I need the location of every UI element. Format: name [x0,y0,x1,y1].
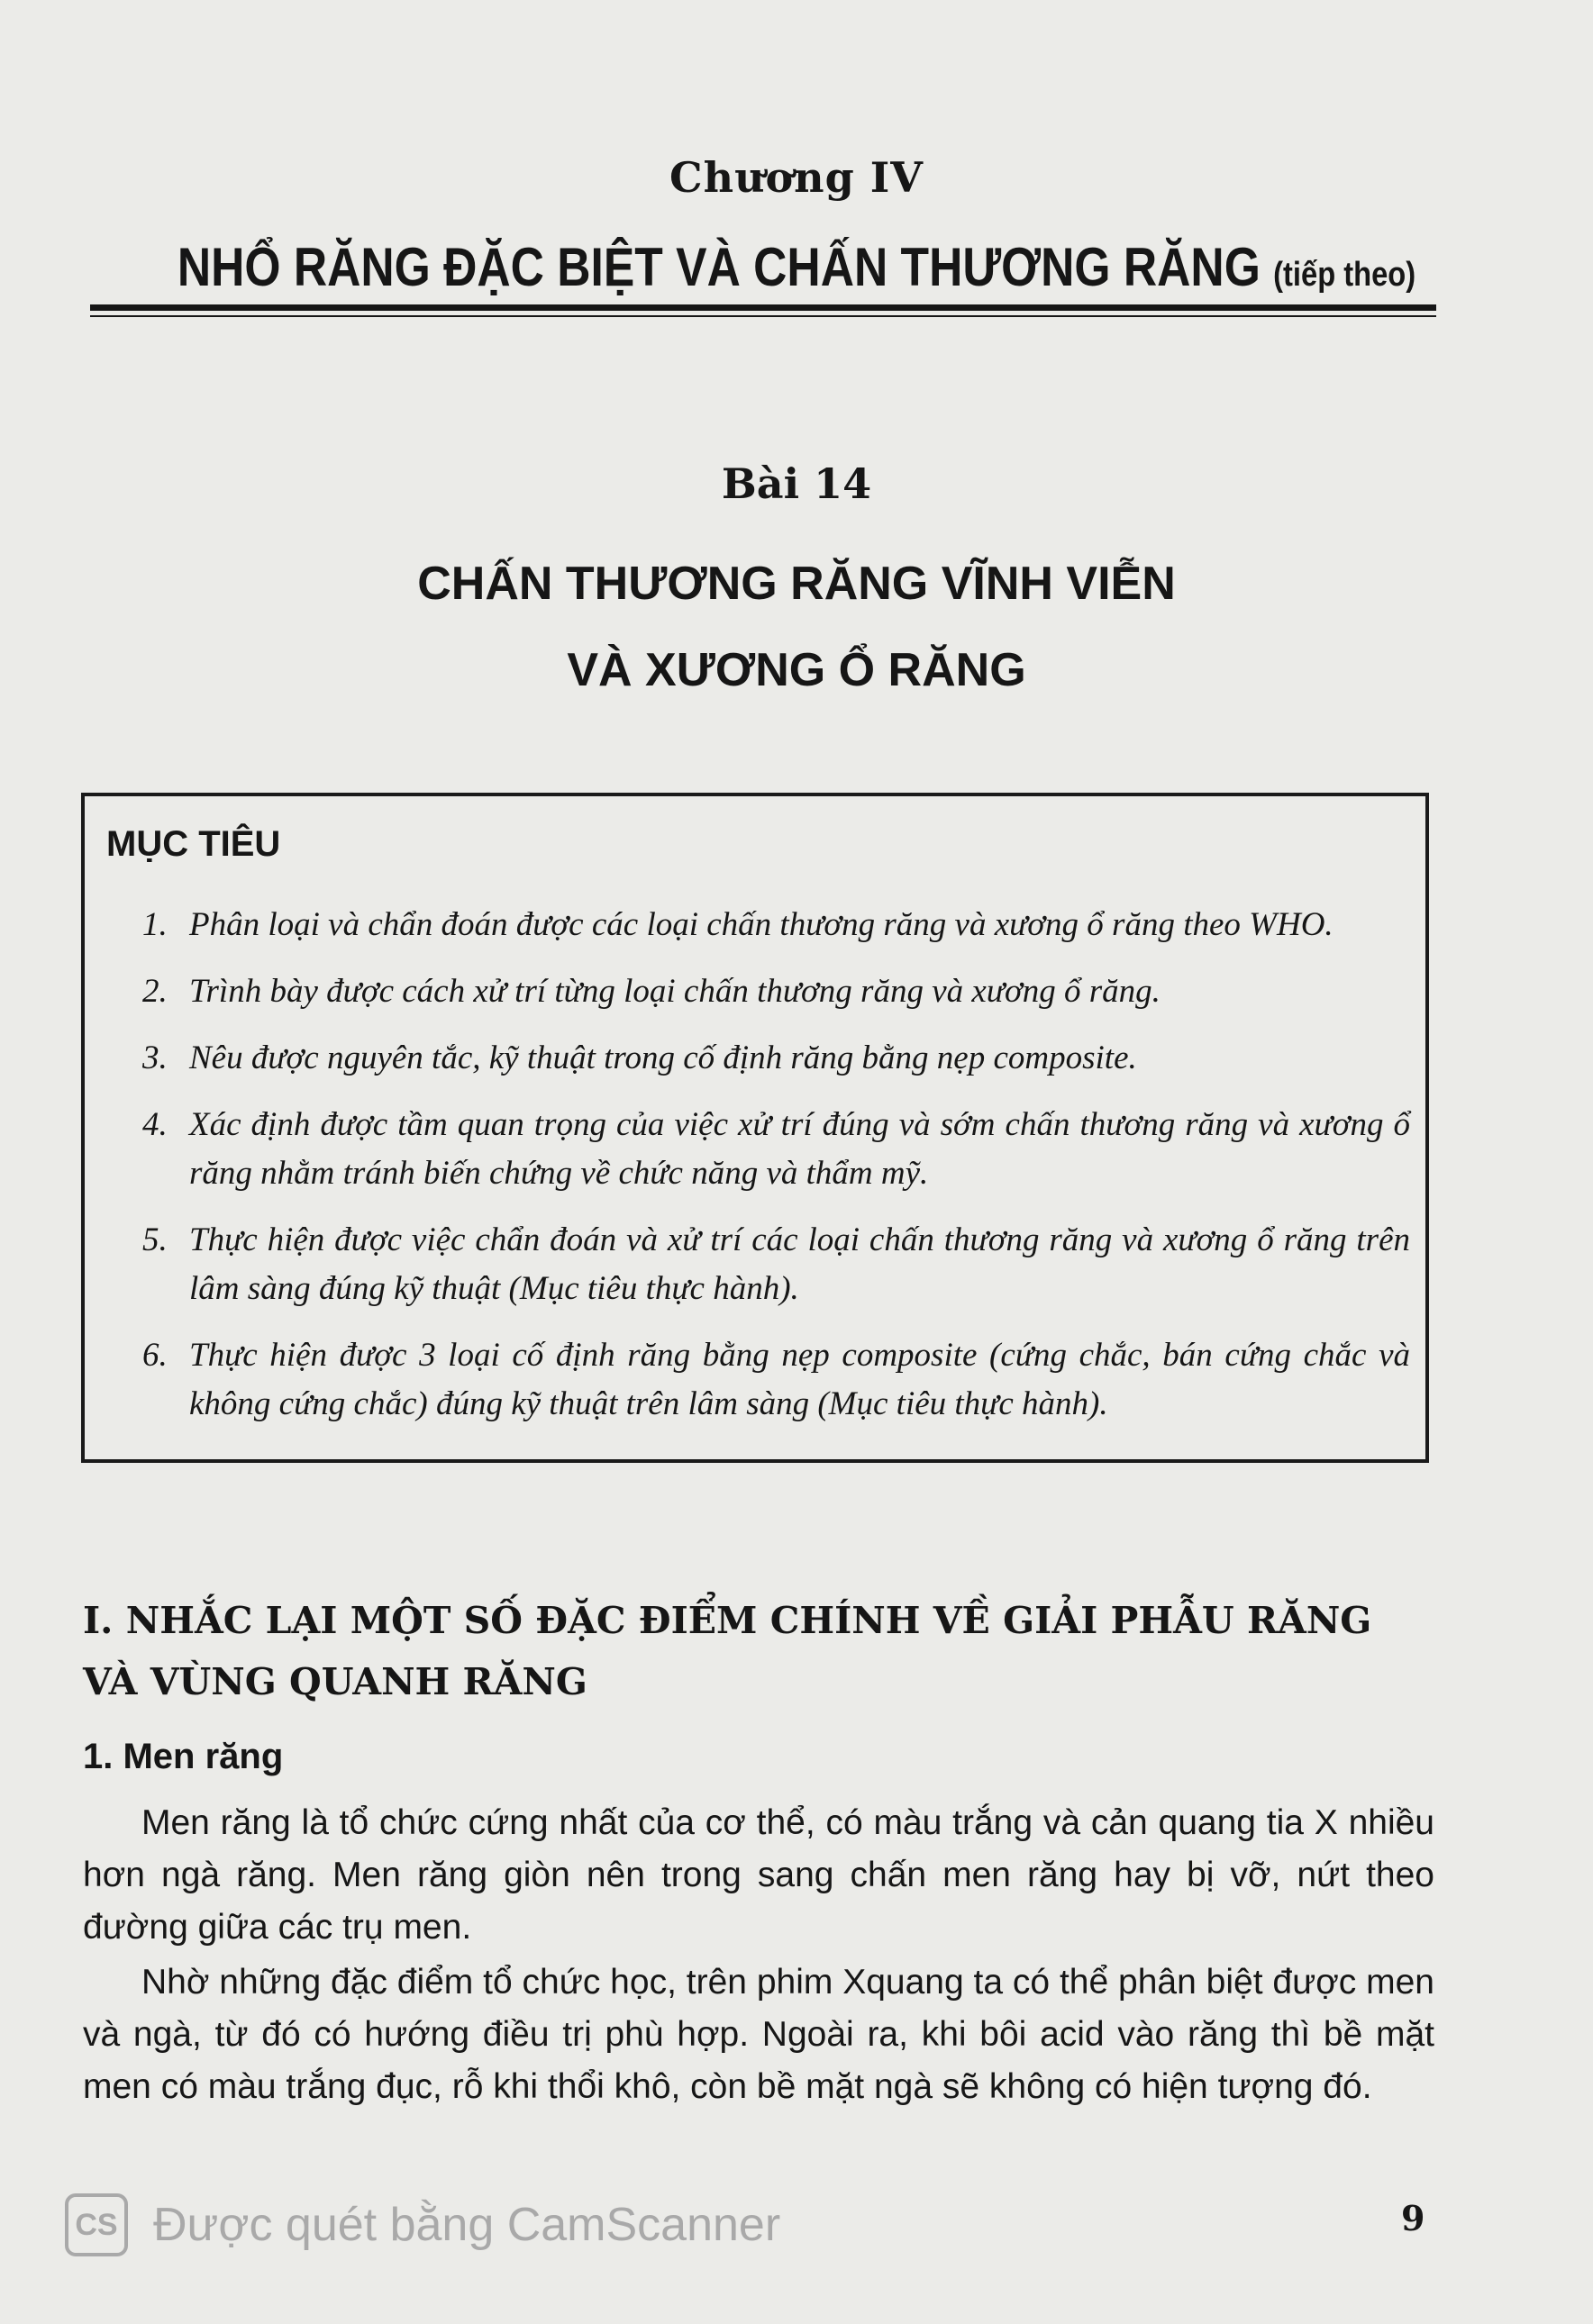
objective-number: 4. [142,1106,168,1143]
body-paragraph: Nhờ những đặc điểm tổ chức học, trên phim Xquang ta có thể phân biệt được men và ngà, từ đó có hướng điều trị phù hợp. Ngoài ra, khi bôi acid vào răng thì bề mặt men có màu trắng đục, rỗ khi thổi khô, còn bề mặt ngà sẽ không có hiện tượng đó. [83,1963,1434,2106]
header-rule-thin [90,315,1436,317]
section-heading: I. NHẮC LẠI MỘT SỐ ĐẶC ĐIỂM CHÍNH VỀ GIẢI PHẪU RĂNG VÀ VÙNG QUANH RĂNG [83,1599,1372,1703]
body-paragraph: Men răng là tổ chức cứng nhất của cơ thể, có màu trắng và cản quang tia X nhiều hơn ngà răng. Men răng giòn nên trong sang chấn men răng hay bị vỡ, nứt theo đường giữa các trụ men. [83,1803,1434,1947]
objective-item [135,1034,1410,1083]
objectives-list [135,901,1410,1447]
objectives-heading: MỤC TIÊU [106,824,281,864]
objective-item [135,1216,1410,1313]
objective-item [135,1331,1410,1429]
objective-item [135,967,1410,1016]
chapter-number: Chương IV [669,153,924,202]
objective-number: 1. [142,906,168,943]
objective-text: Nêu được nguyên tắc, kỹ thuật trong cố định răng bằng nẹp composite. [189,1039,1137,1076]
chapter-title-suffix: (tiếp theo) [1273,256,1416,294]
page-number: 9 [1401,2198,1425,2238]
header-rule-thick [90,304,1436,311]
objective-text: Trình bày được cách xử trí từng loại chấn thương răng và xương ổ răng. [189,973,1161,1010]
lesson-number: Bài 14 [721,459,872,508]
objective-number: 6. [142,1337,168,1374]
lesson-title-line-1: CHẤN THƯƠNG RĂNG VĨNH VIỄN [417,558,1176,610]
objective-text: Thực hiện được 3 loại cố định răng bằng nẹp composite (cứng chắc, bán cứng chắc và không cứng chắc) đúng kỹ thuật trên lâm sàng (Mục tiêu thực hành). [189,1337,1410,1422]
chapter-title-main: NHỔ RĂNG ĐẶC BIỆT VÀ CHẤN THƯƠNG RĂNG [177,237,1261,297]
lesson-title-line-2: VÀ XƯƠNG Ổ RĂNG [567,644,1026,696]
objective-number: 3. [142,1039,168,1076]
camscanner-watermark [65,2193,780,2256]
objective-text: Xác định được tầm quan trọng của việc xử trí đúng và sớm chấn thương răng và xương ổ răng nhằm tránh biến chứng về chức năng và thẩm mỹ. [189,1106,1410,1192]
objective-number: 5. [142,1221,168,1258]
objective-text: Thực hiện được việc chẩn đoán và xử trí các loại chấn thương răng và xương ổ răng trên lâm sàng đúng kỹ thuật (Mục tiêu thực hành). [189,1221,1410,1307]
objective-item [135,1101,1410,1198]
chapter-title [112,236,1481,298]
objective-text: Phân loại và chẩn đoán được các loại chấn thương răng và xương ổ răng theo WHO. [189,906,1334,943]
objective-number: 2. [142,973,168,1010]
camscanner-text: Được quét bằng CamScanner [153,2199,781,2251]
subsection-heading: 1. Men răng [83,1737,284,1776]
objective-item [135,901,1410,949]
camscanner-logo-icon: CS [65,2193,128,2256]
lesson-title [0,540,1593,713]
